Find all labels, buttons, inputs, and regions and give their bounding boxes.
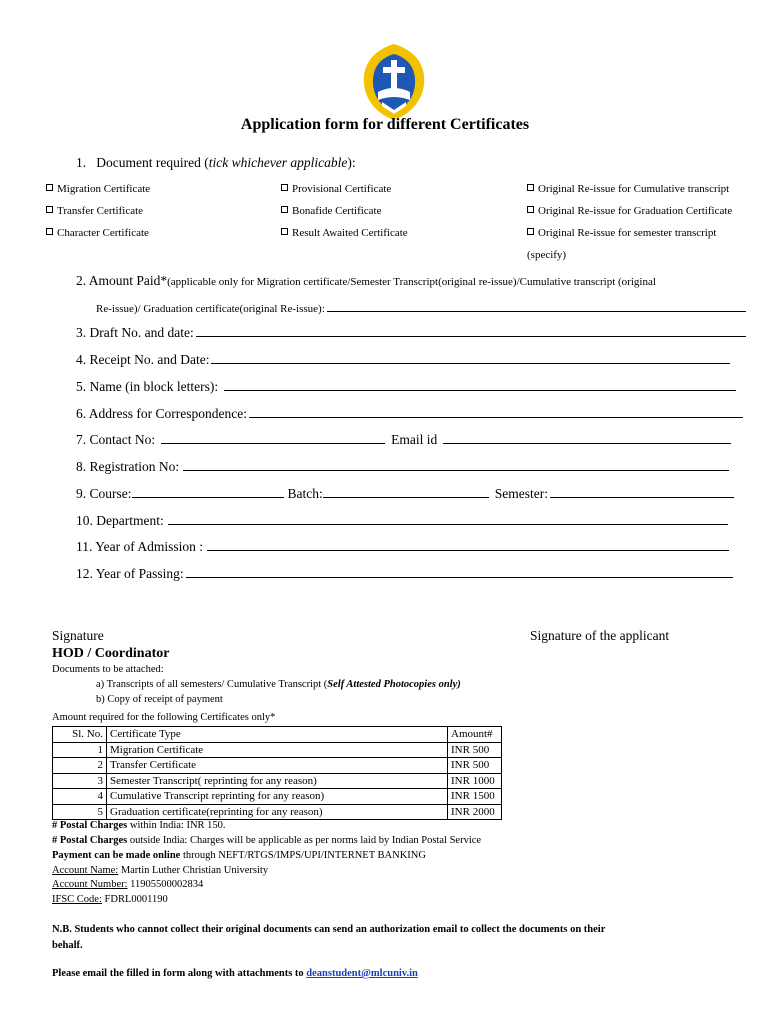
form-title: Application form for different Certificates bbox=[240, 116, 530, 133]
receipt-line[interactable] bbox=[211, 352, 730, 364]
checkbox-icon[interactable] bbox=[281, 206, 288, 213]
option-specify-text: (specify) bbox=[527, 249, 567, 261]
registration-line[interactable] bbox=[183, 459, 729, 471]
header-amount: Amount# bbox=[448, 727, 502, 743]
email-link[interactable]: deanstudent@mlcuniv.in bbox=[306, 968, 418, 979]
course-line[interactable] bbox=[132, 486, 284, 498]
field-draft[interactable]: 3. Draft No. and date: bbox=[76, 325, 746, 341]
checkbox-icon[interactable] bbox=[281, 184, 288, 191]
attachments-heading: Documents to be attached: bbox=[52, 664, 164, 675]
checkbox-icon[interactable] bbox=[527, 184, 534, 191]
field-amount-paid-label: 2. Amount Paid*(applicable only for Migration certificate/Semester Transcript(original re-issue)/Cumulative transcript (original bbox=[76, 273, 656, 288]
option-character[interactable]: Character Certificate bbox=[46, 227, 149, 239]
table-row: 4 Cumulative Transcript reprinting for any reason) INR 1500 bbox=[53, 789, 502, 805]
year-passing-line[interactable] bbox=[186, 566, 733, 578]
option-transfer[interactable]: Transfer Certificate bbox=[46, 205, 143, 217]
draft-line[interactable] bbox=[196, 325, 746, 337]
option-bonafide[interactable]: Bonafide Certificate bbox=[281, 205, 382, 217]
nb-note-cont: behalf. bbox=[52, 940, 83, 951]
field-receipt[interactable]: 4. Receipt No. and Date: bbox=[76, 352, 730, 368]
attachment-b: b) Copy of receipt of payment bbox=[96, 694, 223, 705]
hod-coordinator-label: HOD / Coordinator bbox=[52, 646, 170, 661]
checkbox-icon[interactable] bbox=[46, 184, 53, 191]
table-row: 1 Migration Certificate INR 500 bbox=[53, 742, 502, 758]
postal-charges-outside: # Postal Charges outside India: Charges will be applicable as per norms laid by Indian Postal Service bbox=[52, 835, 482, 846]
amount-paid-line[interactable] bbox=[327, 300, 746, 312]
header-sl-no: Sl. No. bbox=[53, 727, 107, 743]
field-department[interactable]: 10. Department: bbox=[76, 513, 728, 529]
table-caption: Amount required for the following Certificates only* bbox=[52, 712, 276, 723]
checkbox-icon[interactable] bbox=[527, 228, 534, 235]
field-year-admission[interactable]: 11. Year of Admission : bbox=[76, 539, 729, 555]
year-admission-line[interactable] bbox=[207, 539, 729, 551]
field-amount-paid[interactable]: Re-issue)/ Graduation certificate(original Re-issue): bbox=[96, 300, 746, 315]
checkbox-icon[interactable] bbox=[527, 206, 534, 213]
field-address[interactable]: 6. Address for Correspondence: bbox=[76, 406, 743, 422]
department-line[interactable] bbox=[168, 513, 728, 525]
section-1-heading: 1. Document required (tick whichever applicable): bbox=[76, 155, 356, 170]
checkbox-icon[interactable] bbox=[46, 228, 53, 235]
applicant-signature-label: Signature of the applicant bbox=[530, 628, 670, 643]
address-line[interactable] bbox=[249, 406, 743, 418]
contact-line[interactable] bbox=[161, 432, 385, 444]
field-registration[interactable]: 8. Registration No: bbox=[76, 459, 729, 475]
semester-line[interactable] bbox=[550, 486, 734, 498]
field-name[interactable]: 5. Name (in block letters): bbox=[76, 379, 736, 395]
name-line[interactable] bbox=[224, 379, 736, 391]
field-contact[interactable]: 7. Contact No: Email id bbox=[76, 432, 731, 448]
option-provisional[interactable]: Provisional Certificate bbox=[281, 183, 391, 195]
certificate-fee-table bbox=[52, 726, 502, 820]
postal-charges-india: # Postal Charges within India: INR 150. bbox=[52, 820, 226, 831]
table-row: 5 Graduation certificate(reprinting for any reason) INR 2000 bbox=[53, 804, 502, 820]
batch-line[interactable] bbox=[323, 486, 489, 498]
table-row: 3 Semester Transcript( reprinting for any reason) INR 1000 bbox=[53, 773, 502, 789]
option-migration[interactable]: Migration Certificate bbox=[46, 183, 150, 195]
payment-info: Payment can be made online through NEFT/RTGS/IMPS/UPI/INTERNET BANKING bbox=[52, 850, 426, 861]
checkbox-icon[interactable] bbox=[281, 228, 288, 235]
option-result-awaited[interactable]: Result Awaited Certificate bbox=[281, 227, 408, 239]
field-course[interactable]: 9. Course: Batch: Semester: bbox=[76, 486, 734, 502]
checkbox-icon[interactable] bbox=[46, 206, 53, 213]
account-name: Account Name: Martin Luther Christian University bbox=[52, 865, 269, 876]
table-row: 2 Transfer Certificate INR 500 bbox=[53, 758, 502, 774]
attachment-a: a) Transcripts of all semesters/ Cumulative Transcript (Self Attested Photocopies only) bbox=[96, 679, 461, 690]
option-graduation-reissue[interactable]: Original Re-issue for Graduation Certificate bbox=[527, 205, 732, 217]
university-logo bbox=[356, 40, 432, 122]
account-number: Account Number: 11905500002834 bbox=[52, 879, 204, 890]
ifsc-code: IFSC Code: FDRL0001190 bbox=[52, 894, 168, 905]
option-semester-reissue[interactable]: Original Re-issue for semester transcript bbox=[527, 227, 716, 239]
option-cumulative-reissue[interactable]: Original Re-issue for Cumulative transcript bbox=[527, 183, 729, 195]
signature-label: Signature bbox=[52, 628, 104, 643]
field-year-passing[interactable]: 12. Year of Passing: bbox=[76, 566, 733, 582]
table-header-row bbox=[53, 727, 502, 743]
nb-note: N.B. Students who cannot collect their original documents can send an authorization email to collect the documents on their bbox=[52, 924, 606, 935]
email-line[interactable] bbox=[443, 432, 731, 444]
header-certificate-type: Certificate Type bbox=[107, 727, 448, 743]
email-instruction: Please email the filled in form along with attachments to deanstudent@mlcuniv.in bbox=[52, 968, 418, 979]
